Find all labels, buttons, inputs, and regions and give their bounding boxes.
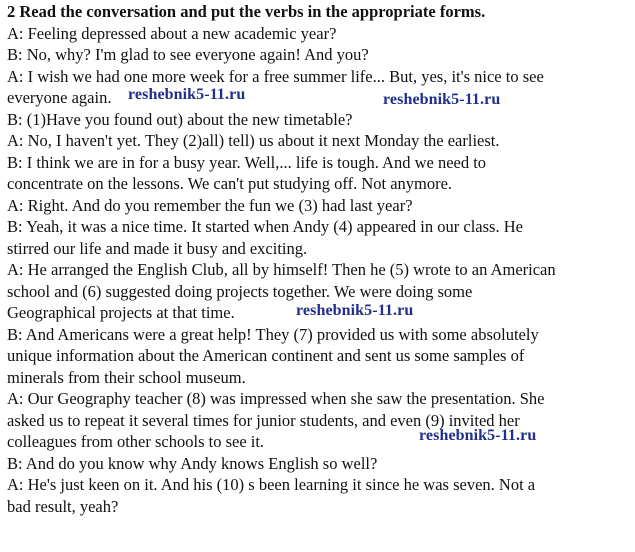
dialogue-line-2: B: No, why? I'm glad to see everyone again! And you? bbox=[7, 45, 369, 64]
watermark-text: reshebnik5-11.ru bbox=[128, 86, 246, 103]
dialogue-line-1: A: Feeling depressed about a new academic year? bbox=[7, 23, 337, 43]
dialogue-line-22: A: He's just keen on it. And his (10) s been learning it since he was seven. Not a bbox=[7, 475, 536, 494]
dialogue-line-17: minerals from their school museum. bbox=[7, 367, 246, 387]
dialogue-line-6: A: No, I haven't yet. They (2)all) tell) us about it next Monday the earliest. bbox=[7, 131, 500, 150]
dialogue-line-14: Geographical projects at that time. bbox=[7, 303, 235, 322]
dialogue-line-4: everyone again. bbox=[7, 88, 112, 107]
dialogue-line-9: A: Right. And do you remember the fun we (3) had last year? bbox=[7, 195, 413, 215]
dialogue-line-3: A: I wish we had one more week for a free summer life... But, yes, it's nice to see bbox=[7, 66, 544, 86]
watermark-text: reshebnik5-11.ru bbox=[296, 302, 414, 319]
dialogue-line-16: unique information about the American continent and sent us some samples of bbox=[7, 346, 525, 365]
exercise-page bbox=[7, 0, 633, 517]
watermark-text: reshebnik5-11.ru bbox=[383, 91, 501, 108]
dialogue-line-11: stirred our life and made it busy and exciting. bbox=[7, 238, 308, 258]
dialogue-line-13: school and (6) suggested doing projects together. We were doing some bbox=[7, 281, 473, 301]
dialogue-line-8: concentrate on the lessons. We can't put studying off. Not anymore. bbox=[7, 174, 453, 193]
watermark-text: reshebnik5-11.ru bbox=[419, 427, 537, 444]
dialogue-line-19: asked us to repeat it several times for junior students, and even (9) invited her bbox=[7, 410, 520, 430]
dialogue-line-15: B: And Americans were a great help! They (7) provided us with some absolutely bbox=[7, 324, 539, 344]
dialogue-line-5: B: (1)Have you found out) about the new timetable? bbox=[7, 109, 353, 129]
dialogue-line-20: colleagues from other schools to see it. bbox=[7, 432, 265, 451]
dialogue-line-23: bad result, yeah? bbox=[7, 496, 119, 516]
dialogue-line-10: B: Yeah, it was a nice time. It started when Andy (4) appeared in our class. He bbox=[7, 217, 523, 236]
dialogue-line-21: B: And do you know why Andy knows English so well? bbox=[7, 453, 378, 473]
dialogue-line-12: A: He arranged the English Club, all by himself! Then he (5) wrote to an American bbox=[7, 260, 556, 279]
dialogue-line-18: A: Our Geography teacher (8) was impressed when she saw the presentation. She bbox=[7, 389, 545, 408]
dialogue-line-7: B: I think we are in for a busy year. Well,... life is tough. And we need to bbox=[7, 152, 487, 172]
exercise-title: 2 Read the conversation and put the verbs in the appropriate forms. bbox=[7, 2, 486, 21]
